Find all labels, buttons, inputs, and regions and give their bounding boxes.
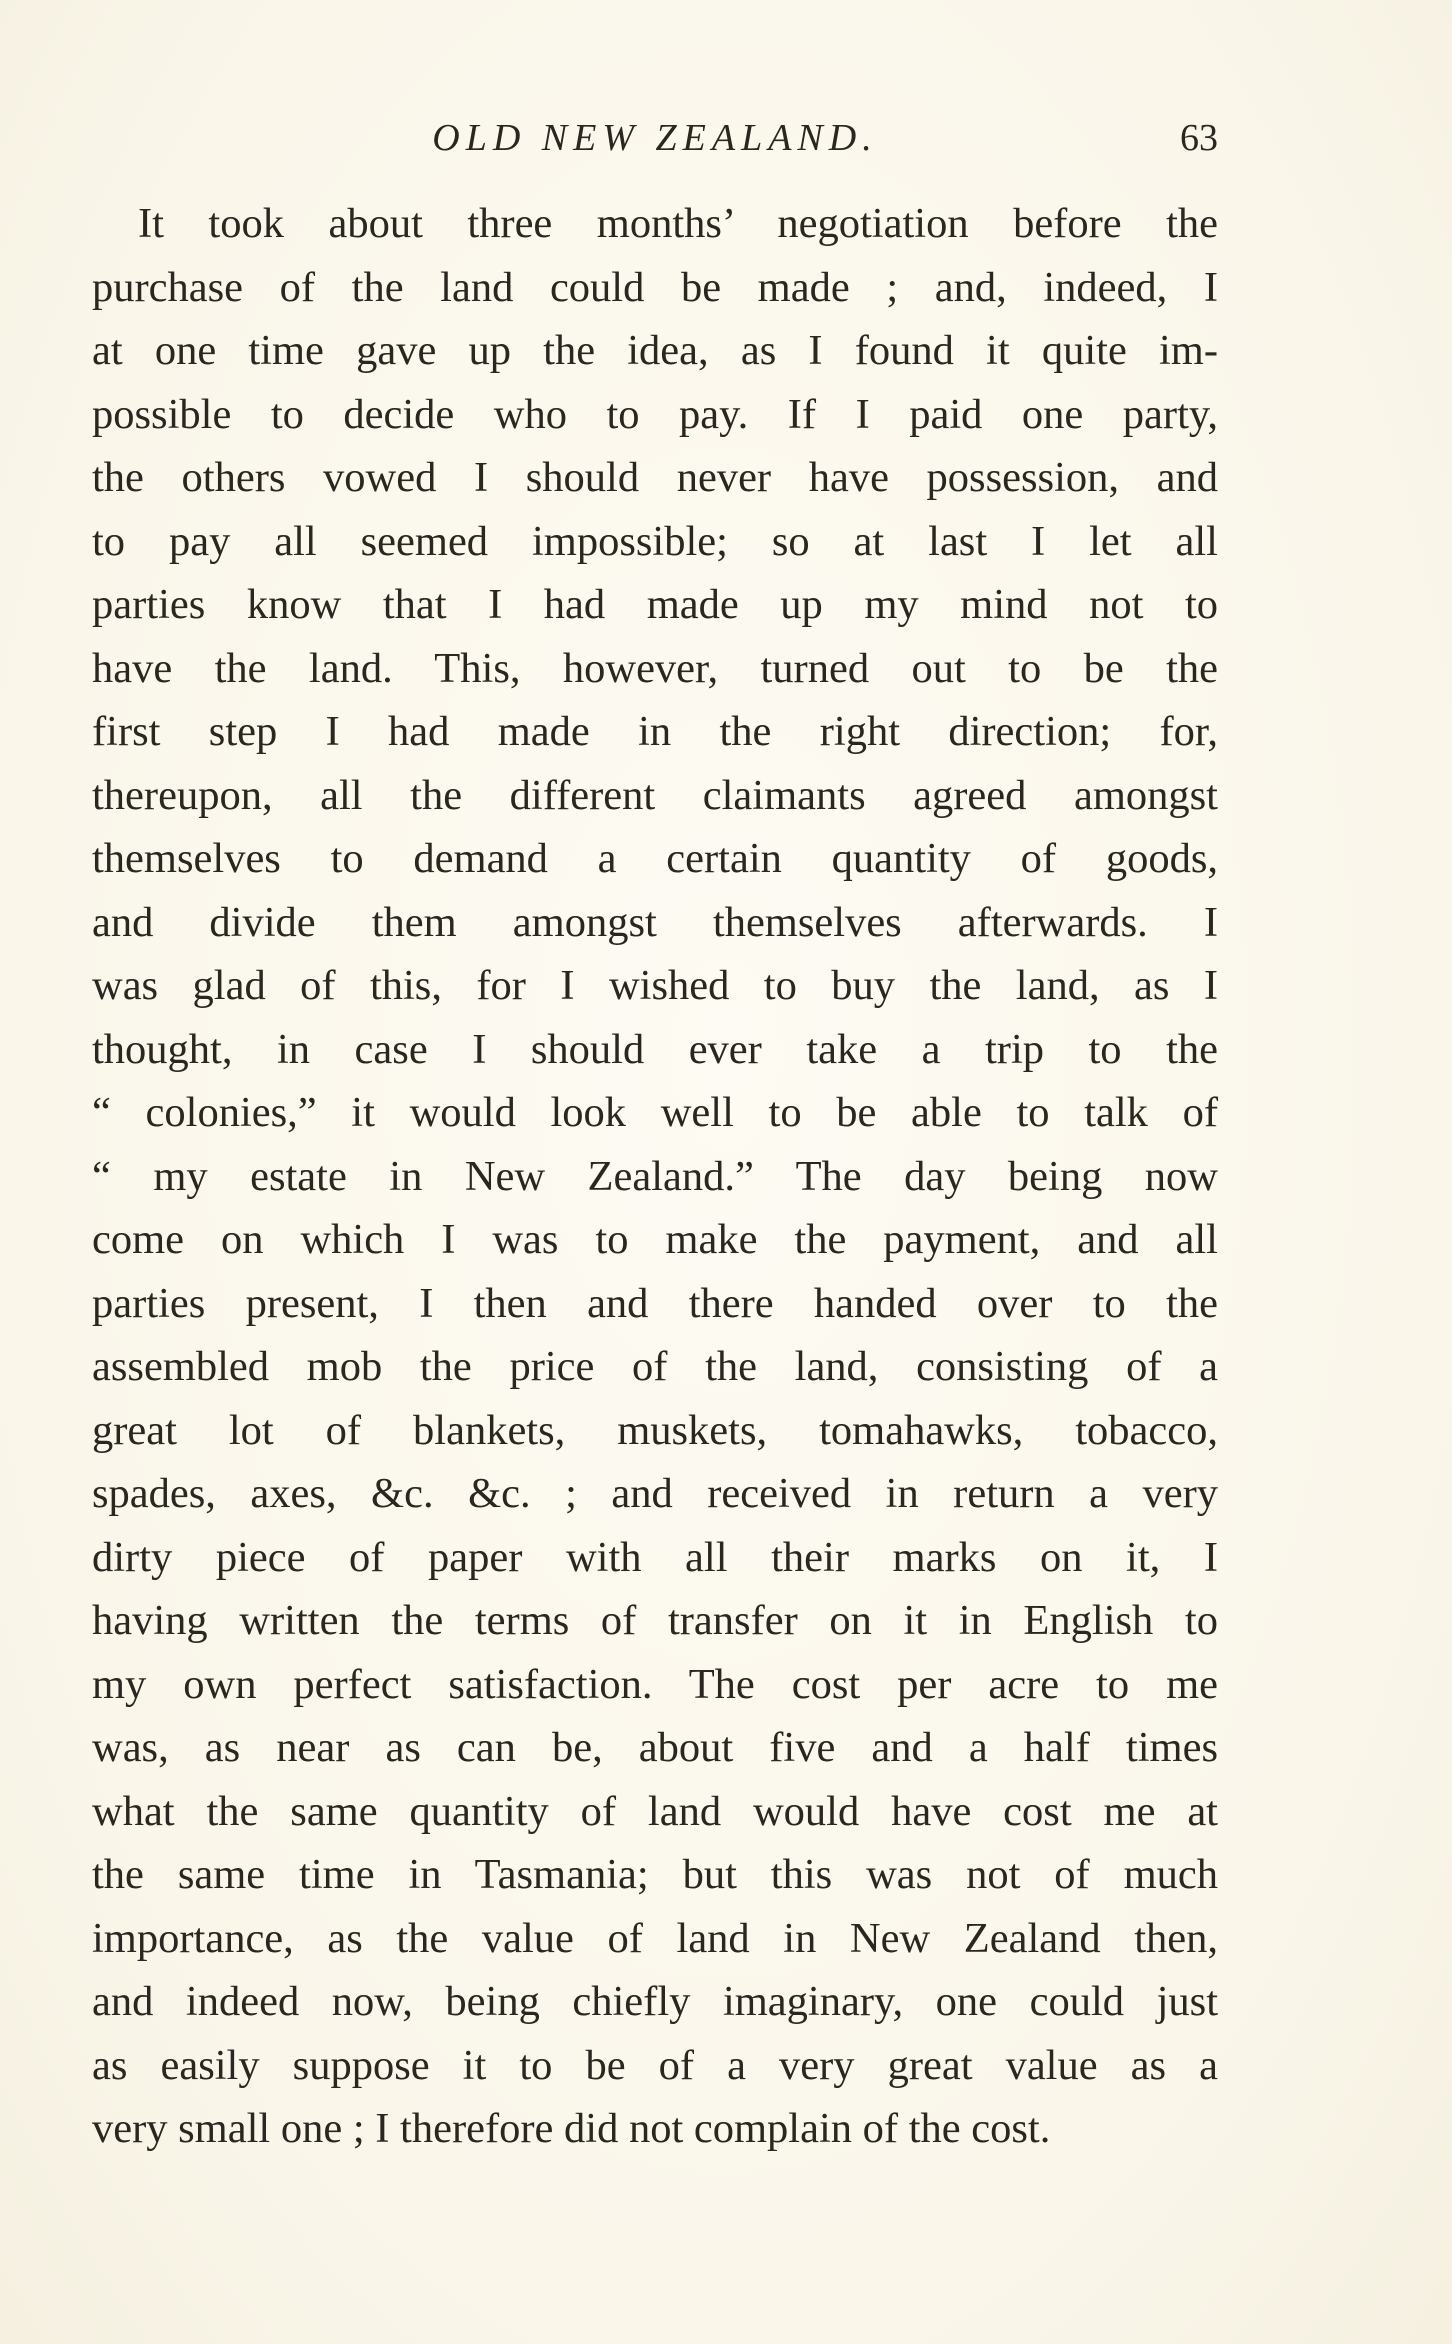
text-line: “ my estate in New Zealand.” The day being now [92, 1152, 1218, 1200]
page-number: 63 [1180, 117, 1218, 159]
body-paragraph [92, 192, 1218, 2161]
text-line: importance, as the value of land in New Zealand then, [92, 1914, 1218, 1962]
text-line: at one time gave up the idea, as I found it quite im- [92, 327, 1218, 374]
text-line: was, as near as can be, about five and a half times [92, 1724, 1218, 1771]
text-line: and divide them amongst themselves afterwards. I [92, 898, 1218, 946]
text-line: come on which I was to make the payment, and all [92, 1216, 1218, 1263]
text-line: very small one ; I therefore did not complain of the cost. [92, 2105, 1051, 2152]
text-line: what the same quantity of land would have cost me at [92, 1787, 1218, 1835]
text-line: thought, in case I should ever take a trip to the [92, 1025, 1218, 1073]
text-line: and indeed now, being chiefly imaginary, one could just [92, 1978, 1218, 2025]
text-line: having written the terms of transfer on it in English to [92, 1597, 1218, 1644]
text-line: dirty piece of paper with all their marks on it, I [92, 1533, 1218, 1581]
text-line: the others vowed I should never have possession, and [92, 454, 1218, 501]
text-line: as easily suppose it to be of a very great value as a [92, 2041, 1218, 2089]
running-head [92, 108, 1218, 168]
text-line: purchase of the land could be made ; and, indeed, I [92, 263, 1218, 311]
text-line: “ colonies,” it would look well to be able to talk of [92, 1089, 1218, 1136]
text-line: assembled mob the price of the land, consisting of a [92, 1343, 1218, 1390]
text-line: to pay all seemed impossible; so at last I let all [92, 517, 1218, 565]
text-line: was glad of this, for I wished to buy the land, as I [92, 962, 1218, 1009]
text-line: parties know that I had made up my mind not to [92, 581, 1218, 628]
text-line: possible to decide who to pay. If I paid one party, [92, 390, 1218, 438]
text-line: spades, axes, &c. &c. ; and received in return a very [92, 1470, 1218, 1517]
text-line: It took about three months’ negotiation before the [138, 200, 1218, 247]
text-line: my own perfect satisfaction. The cost per acre to me [92, 1660, 1218, 1708]
text-line: have the land. This, however, turned out to be the [92, 644, 1218, 692]
text-line: great lot of blankets, muskets, tomahawks, tobacco, [92, 1406, 1218, 1454]
text-line: the same time in Tasmania; but this was not of much [92, 1851, 1218, 1898]
running-title: OLD NEW ZEALAND. [432, 117, 878, 159]
text-line: thereupon, all the different claimants agreed amongst [92, 771, 1218, 819]
text-line: parties present, I then and there handed over to the [92, 1279, 1218, 1327]
text-line: themselves to demand a certain quantity of goods, [92, 835, 1218, 882]
text-line: first step I had made in the right direction; for, [92, 708, 1218, 755]
